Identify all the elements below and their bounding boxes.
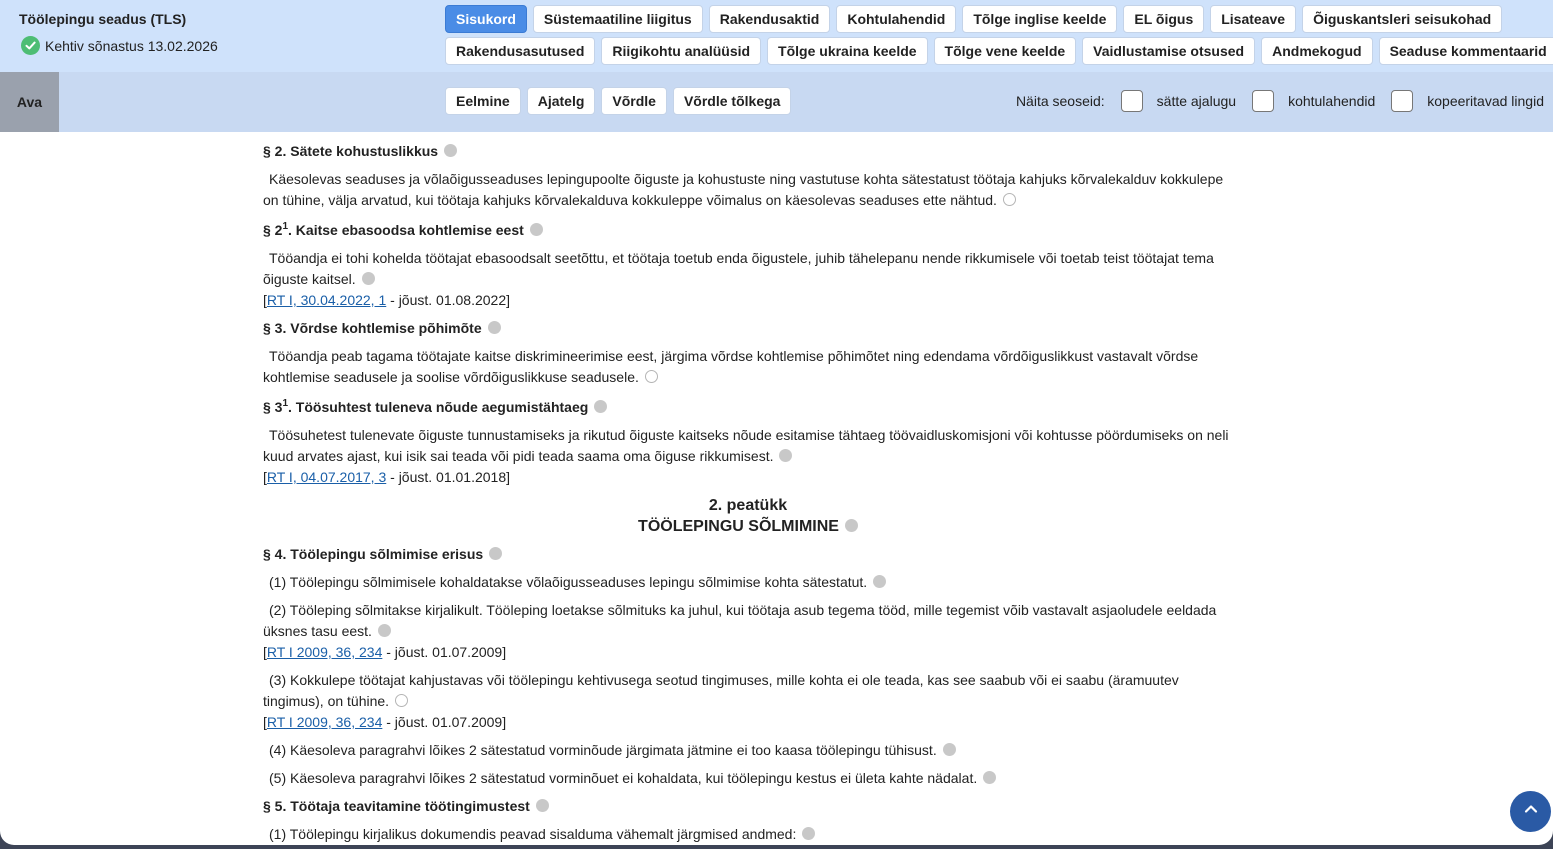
ref-effective: - jõust. 01.07.2009] (382, 714, 507, 730)
section-number: § 3 (263, 399, 283, 415)
paragraph (263, 346, 1233, 388)
section-heading (263, 544, 1233, 565)
paragraph-marker-icon[interactable] (943, 743, 956, 756)
section-marker-icon[interactable] (488, 321, 501, 334)
paragraph-marker-icon[interactable] (802, 827, 815, 840)
paragraph (263, 248, 1233, 290)
paragraph-marker-icon[interactable] (362, 272, 375, 285)
ref-effective: - jõust. 01.07.2009] (382, 644, 507, 660)
section-title: § 3. Võrdse kohtlemise põhimõte (263, 320, 482, 336)
tab-chancellor-positions[interactable]: Õiguskantsleri seisukohad (1302, 5, 1502, 33)
status-text: Kehtiv sõnastus 13.02.2026 (45, 37, 218, 54)
show-links (1016, 90, 1544, 112)
tab-databases[interactable]: Andmekogud (1261, 37, 1372, 65)
paragraph-marker-icon[interactable] (983, 771, 996, 784)
section-heading (263, 397, 1233, 418)
tabs-row-2 (445, 37, 1553, 65)
amendment-link[interactable]: RT I, 30.04.2022, 1 (266, 292, 387, 308)
paragraph-text: (1) Töölepingu kirjalikus dokumendis peavad sisalduma vähemalt järgmised andmed: (269, 826, 797, 842)
copy-links-checkbox[interactable] (1391, 90, 1413, 112)
chapter-title: TÖÖLEPINGU SÕLMIMINE (638, 518, 839, 535)
amendment-reference (263, 290, 1233, 311)
tab-commentaries[interactable]: Seaduse kommentaarid (1379, 37, 1553, 65)
paragraph (263, 425, 1233, 467)
paragraph-marker-icon[interactable] (873, 575, 886, 588)
law-content (263, 132, 1233, 845)
tab-implementing-agencies[interactable]: Rakendusasutused (445, 37, 595, 65)
paragraph-text: (5) Käesoleva paragrahvi lõikes 2 sätestatud vorminõuet ei kohaldata, kui töölepingu kestus ei ületa kahte nädalat. (269, 770, 978, 786)
paragraph-marker-icon[interactable] (395, 694, 408, 707)
section-title: § 5. Töötaja teavitamine töötingimustest (263, 798, 530, 814)
checkbox-history[interactable] (1121, 90, 1236, 112)
section-heading (263, 141, 1233, 162)
header (0, 0, 1553, 72)
amendment-reference (263, 642, 1233, 663)
tab-implementing-acts[interactable]: Rakendusaktid (709, 5, 831, 33)
amendment-link[interactable]: RT I 2009, 36, 234 (266, 714, 383, 730)
section-heading (263, 318, 1233, 339)
tab-systematic[interactable]: Süstemaatiline liigitus (533, 5, 703, 33)
chapter-number: 2. peatükk (708, 497, 788, 514)
ref-bracket: [ (263, 644, 267, 660)
section-number: § 2 (263, 222, 283, 238)
section-sup: 1 (282, 398, 289, 409)
court-checkbox-label: kohtulahendid (1288, 93, 1376, 109)
paragraph-marker-icon[interactable] (645, 370, 658, 383)
amendment-reference (263, 712, 1233, 733)
paragraph (263, 824, 1233, 845)
section-marker-icon[interactable] (444, 144, 457, 157)
tab-english-translation[interactable]: Tõlge inglise keelde (962, 5, 1117, 33)
chapter-heading (263, 495, 1233, 537)
paragraph-text: (3) Kokkulepe töötajat kahjustavas või töölepingu kehtivusega seotud tingimuses, mille kohta ei ole teada, kas see saabub või ei saabu (äramuutev tingimus), on tühine. (263, 672, 1179, 709)
paragraph (263, 600, 1233, 642)
paragraph (263, 740, 1233, 761)
section-title: . Kaitse ebasoodsa kohtlemise eest (288, 222, 524, 238)
section-heading (263, 796, 1233, 817)
open-button[interactable]: Ava (0, 72, 59, 132)
tab-supreme-court-analyses[interactable]: Riigikohtu analüüsid (601, 37, 761, 65)
section-sup: 1 (282, 221, 289, 232)
tab-additional-info[interactable]: Lisateave (1210, 5, 1296, 33)
amendment-link[interactable]: RT I 2009, 36, 234 (266, 644, 383, 660)
court-checkbox[interactable] (1252, 90, 1274, 112)
checkbox-copy-links[interactable] (1391, 90, 1544, 112)
paragraph-marker-icon[interactable] (1003, 193, 1016, 206)
paragraph-text: Tööandja peab tagama töötajate kaitse diskrimineerimise eest, järgima võrdse kohtlemise põhimõtet ning edendama võrdõiguslikkust vastavalt võrdse kohtlemise seadusele ja soolise võrdõiguslikkuse seadusele. (263, 348, 1199, 385)
law-title: Töölepingu seadus (TLS) (19, 11, 187, 27)
amendment-reference (263, 467, 1233, 488)
paragraph-text: (4) Käesoleva paragrahvi lõikes 2 sätestatud vorminõude järgimata jätmine ei too kaasa töölepingu tühisust. (269, 742, 937, 758)
ref-bracket: [ (263, 714, 267, 730)
checkbox-court[interactable] (1252, 90, 1375, 112)
paragraph-text: Käesolevas seaduses ja võlaõigusseaduses lepingupoolte õiguste ja kohustuste ning vastutuse kohta sätestatust töötaja kahjuks kõrvalekalduv kokkulepe on tühine, välja arvatud, kui töötaja kahjuks kõrvalekalduva kokkuleppe võimalus on käesolevas seaduses ette nähtud. (263, 171, 1224, 208)
ref-effective: - jõust. 01.08.2022] (386, 292, 511, 308)
paragraph (263, 169, 1233, 211)
toolbar (0, 72, 1553, 132)
section-title: § 4. Töölepingu sõlmimise erisus (263, 546, 484, 562)
copy-links-checkbox-label: kopeeritavad lingid (1427, 93, 1544, 109)
tabs-row-1 (445, 5, 1502, 33)
section-marker-icon[interactable] (530, 223, 543, 236)
ref-effective: - jõust. 01.01.2018] (386, 469, 511, 485)
paragraph-text: Tööandja ei tohi kohelda töötajat ebasoodsalt seetõttu, et töötaja toetub enda õigustele, juhib tähelepanu nende rikkumisele või toetab teist töötajat tema õiguste kaitsel. (263, 250, 1214, 287)
chapter-marker-icon[interactable] (845, 519, 858, 532)
history-checkbox-label: sätte ajalugu (1156, 93, 1237, 109)
scroll-to-top-button[interactable] (1510, 791, 1551, 832)
paragraph-marker-icon[interactable] (378, 624, 391, 637)
paragraph (263, 572, 1233, 593)
tab-challenge-decisions[interactable]: Vaidlustamise otsused (1082, 37, 1255, 65)
tab-sisukord[interactable]: Sisukord (445, 5, 527, 33)
tab-russian-translation[interactable]: Tõlge vene keelde (934, 37, 1077, 65)
timeline-button[interactable]: Ajatelg (527, 87, 596, 115)
check-circle-icon (21, 36, 40, 55)
compare-translation-button[interactable]: Võrdle tõlkega (673, 87, 791, 115)
section-marker-icon[interactable] (594, 400, 607, 413)
show-links-label: Näita seoseid: (1015, 93, 1105, 109)
paragraph-text: Töösuhetest tulenevate õiguste tunnustamiseks ja rikutud õiguste kaitseks nõude esitamise tähtaeg töövaidluskomisjoni või kohtusse pöördumiseks on neli kuud arvates ajast, kui isik sai teada või pidi teada saama oma õiguse rikkumisest. (263, 427, 1229, 464)
history-checkbox[interactable] (1121, 90, 1143, 112)
section-title: § 2. Sätete kohustuslikkus (263, 143, 439, 159)
compare-button[interactable]: Võrdle (601, 87, 667, 115)
paragraph-text: (1) Töölepingu sõlmimisele kohaldatakse võlaõigusseaduses lepingu sõlmimise kohta sätestatut. (269, 574, 868, 590)
ref-bracket: [ (263, 292, 267, 308)
status (21, 36, 218, 55)
section-marker-icon[interactable] (489, 547, 502, 560)
paragraph-marker-icon[interactable] (779, 449, 792, 462)
tool-buttons (445, 87, 791, 115)
paragraph (263, 768, 1233, 789)
tab-eu-law[interactable]: EL õigus (1123, 5, 1204, 33)
amendment-link[interactable]: RT I, 04.07.2017, 3 (266, 469, 387, 485)
tab-court-decisions[interactable]: Kohtulahendid (836, 5, 956, 33)
section-heading (263, 220, 1233, 241)
previous-button[interactable]: Eelmine (445, 87, 521, 115)
ref-bracket: [ (263, 469, 267, 485)
section-marker-icon[interactable] (536, 799, 549, 812)
paragraph (263, 670, 1233, 712)
paragraph-text: (2) Tööleping sõlmitakse kirjalikult. Tööleping loetakse sõlmituks ka juhul, kui töötaja asub tegema tööd, mille tegemist võib vastavalt asjaoludele eeldada üksnes tasu eest. (263, 602, 1217, 639)
chevron-up-icon (1523, 801, 1539, 822)
section-title: . Töösuhtest tuleneva nõude aegumistähtaeg (288, 399, 589, 415)
tab-ukrainian-translation[interactable]: Tõlge ukraina keelde (767, 37, 928, 65)
